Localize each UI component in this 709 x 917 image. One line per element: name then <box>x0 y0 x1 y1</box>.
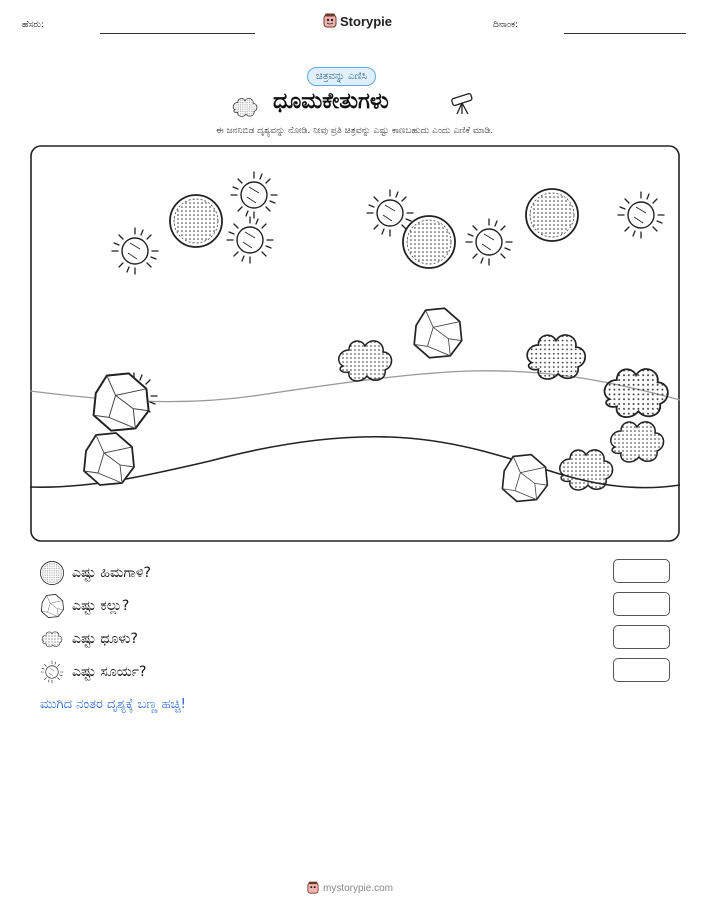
dust-icon <box>40 627 64 651</box>
counting-scene <box>30 145 680 542</box>
snowball-icon <box>40 561 64 585</box>
answer-box-snowball[interactable] <box>613 559 670 583</box>
name-line[interactable] <box>100 33 255 34</box>
telescope-icon <box>448 90 480 116</box>
activity-badge: ಚಿತ್ರವನ್ನು ಎಣಿಸಿ <box>307 67 376 86</box>
date-line[interactable] <box>564 33 686 34</box>
storypie-mascot-icon <box>323 13 337 29</box>
snowball-2 <box>403 216 455 268</box>
question-row-snowball <box>40 561 151 585</box>
footer <box>307 881 393 895</box>
date-label: ದಿನಾಂಕ: <box>493 20 519 30</box>
question-sun: ಎಷ್ಟು ಸೂರ್ಯ? <box>72 664 147 680</box>
name-label: ಹೆಸರು: <box>22 20 45 30</box>
color-instruction: ಮುಗಿದ ನಂತರ ದೃಶ್ಯಕ್ಕೆ ಬಣ್ಣ ಹಚ್ಚಿ! <box>40 697 186 712</box>
snowball-3 <box>526 189 578 241</box>
question-snowball: ಎಷ್ಟು ಹಿಮಗಾಳಿ? <box>72 565 151 581</box>
sun-7 <box>108 224 162 278</box>
storypie-footer-icon <box>307 881 319 895</box>
dust-cloud-icon <box>230 95 260 119</box>
question-dust: ಎಷ್ಟು ಧೂಳು? <box>72 631 138 647</box>
question-row-rock <box>40 594 129 618</box>
question-row-dust <box>40 627 138 651</box>
instructions: ಈ ಜನನಿಬಿಡ ದೃಶ್ಯವನ್ನು ನೋಡಿ. ನೀವು ಪ್ರತಿ ಚಿತ್ರವನ್ನು ಎಷ್ಟು ಕಾಣಬಹುದು ಎಂದು ಎಣಿಕೆ ಮಾಡಿ. <box>215 126 494 136</box>
brand-logo <box>323 13 392 29</box>
answer-box-rock[interactable] <box>613 592 670 616</box>
sun-icon <box>40 660 64 684</box>
footer-url[interactable]: mystorypie.com <box>323 882 394 894</box>
answer-box-sun[interactable] <box>613 658 670 682</box>
brand-name: Storypie <box>340 13 393 29</box>
snowball-1 <box>170 195 222 247</box>
question-rock: ಎಷ್ಟು ಕಲ್ಲು? <box>72 598 130 614</box>
page-title: ಧೂಮಕೇತುಗಳು <box>273 89 389 114</box>
rock-icon <box>40 594 64 618</box>
question-row-sun <box>40 660 146 684</box>
answer-box-dust[interactable] <box>613 625 670 649</box>
